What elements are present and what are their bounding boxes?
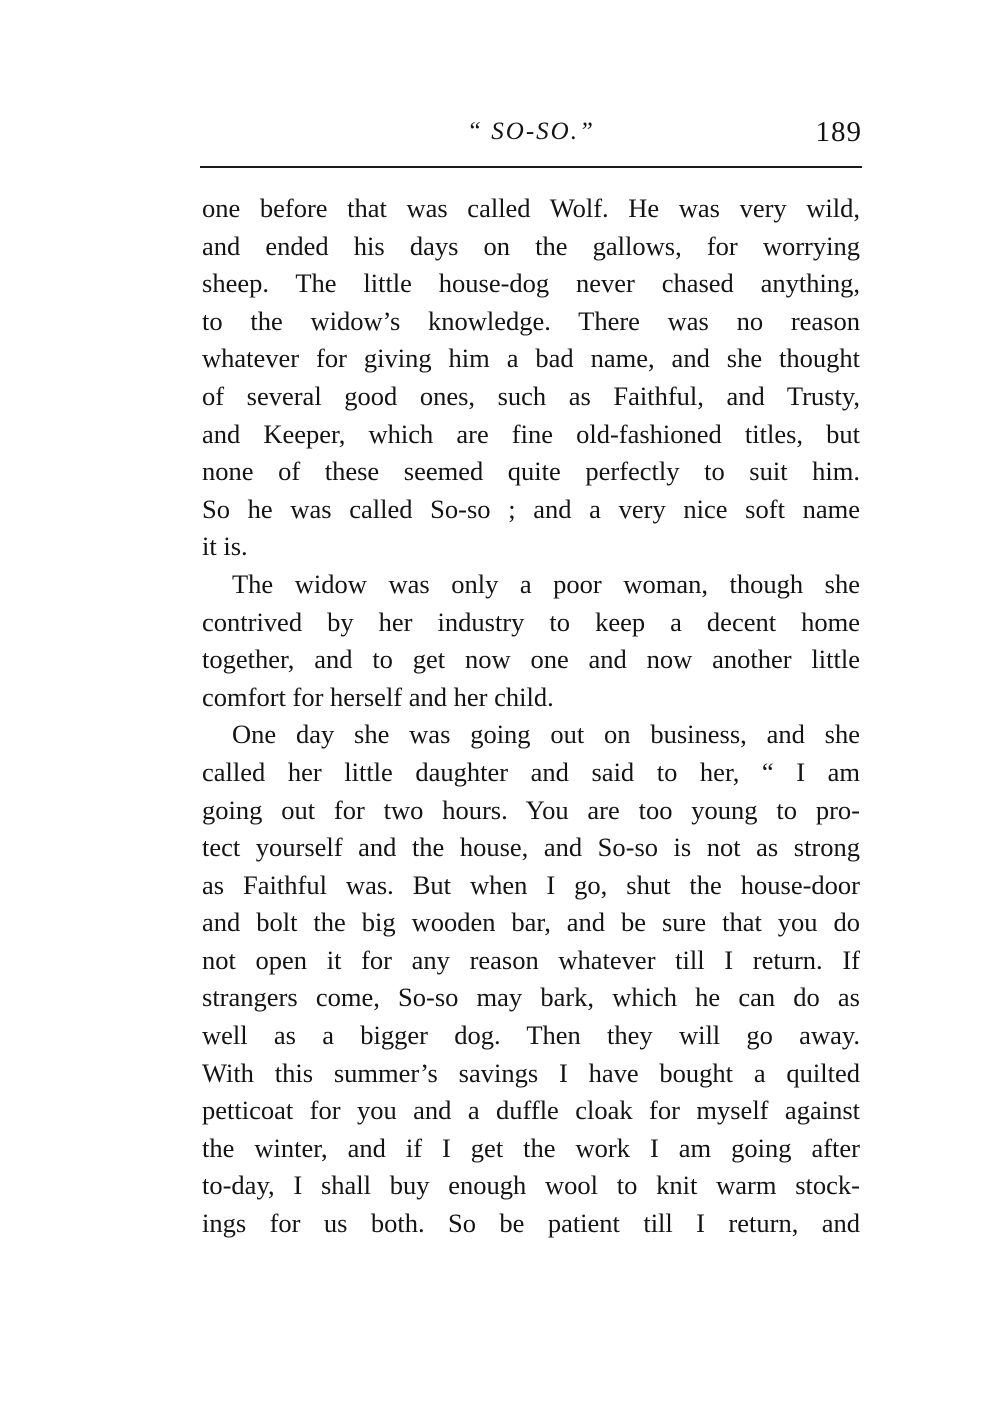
text-line: ings for us both. So be patient till I return, and (202, 1208, 860, 1239)
body-text (202, 190, 860, 1243)
text-line: contrived by her industry to keep a decent home (202, 606, 860, 637)
running-title: “ SO-SO.” (467, 118, 595, 145)
text-line: of several good ones, such as Faithful, and Trusty, (202, 380, 860, 411)
text-line: The widow was only a poor woman, though she (232, 568, 860, 599)
text-line: the winter, and if I get the work I am going after (202, 1132, 860, 1163)
text-line: well as a bigger dog. Then they will go away. (202, 1020, 860, 1051)
text-line: together, and to get now one and now another little (202, 644, 860, 675)
page-number: 189 (815, 116, 862, 148)
text-line: tect yourself and the house, and So-so is not as strong (202, 832, 860, 863)
text-line: strangers come, So-so may bark, which he can do as (202, 982, 860, 1013)
text-line: sheep. The little house-dog never chased anything, (202, 268, 860, 299)
text-line: One day she was going out on business, and she (232, 719, 860, 750)
text-line: and bolt the big wooden bar, and be sure that you do (202, 907, 860, 938)
text-line: called her little daughter and said to her, “ I am (202, 756, 860, 787)
running-head (200, 108, 862, 158)
header-rule (200, 166, 862, 168)
text-line: as Faithful was. But when I go, shut the house-door (202, 869, 860, 900)
text-line: whatever for giving him a bad name, and she thought (202, 343, 860, 374)
text-line: comfort for herself and her child. (202, 681, 554, 712)
text-line: With this summer’s savings I have bought a quilted (202, 1057, 860, 1088)
text-line: to the widow’s knowledge. There was no reason (202, 305, 860, 336)
text-line: not open it for any reason whatever till I return. If (202, 944, 860, 975)
text-line: and ended his days on the gallows, for worrying (202, 230, 860, 261)
text-line: one before that was called Wolf. He was very wild, (202, 193, 860, 223)
text-line: petticoat for you and a duffle cloak for myself against (202, 1095, 860, 1126)
text-line: to-day, I shall buy enough wool to knit warm stock- (202, 1170, 860, 1201)
text-line: going out for two hours. You are too young to pro- (202, 794, 860, 825)
text-line: So he was called So-so ; and a very nice soft name (202, 493, 860, 524)
text-line: none of these seemed quite perfectly to suit him. (202, 456, 860, 487)
text-line: it is. (202, 531, 248, 562)
text-line: and Keeper, which are fine old-fashioned titles, but (202, 418, 860, 449)
